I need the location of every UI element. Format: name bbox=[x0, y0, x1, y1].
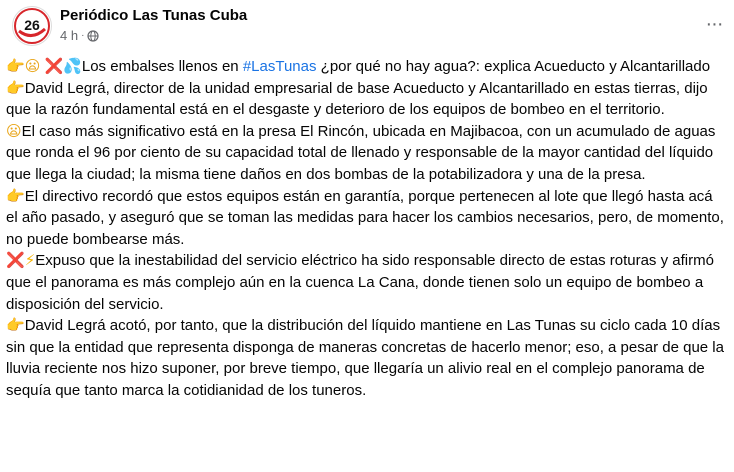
pointing-hand-icon: 👉 bbox=[6, 316, 25, 335]
avatar-text: 26 bbox=[24, 17, 40, 33]
hashtag-link[interactable]: #LasTunas bbox=[242, 58, 317, 75]
cross-mark-icon: ❌ bbox=[44, 57, 64, 75]
paragraph-text: Expuso que la inestabilidad del servicio eléctrico ha sido responsable directo de estas roturas y afirmó que el panorama es más complejo aún en la cuenca La Cana, donde tienen solo un equipo de bombeo a disposición del servicio. bbox=[6, 252, 714, 313]
paragraph-text: David Legrá acotó, por tanto, que la distribución del líquido mantiene en Las Tunas su ciclo cada 10 días sin que la entidad que representa disponga de maneras concretas de hacerlo menor; eso, a pesar de que la lluvia reciente nos hizo suponer, por breve tiempo, que llegaría un alivio real en el complejo panorama de sequía que tanto marca la cotidianidad de los tuneros. bbox=[6, 317, 724, 399]
post-paragraph bbox=[6, 315, 728, 401]
post-time[interactable]: 4 h bbox=[60, 28, 79, 43]
post-paragraph bbox=[6, 56, 728, 78]
post-paragraph bbox=[6, 186, 728, 251]
pointing-hand-icon: 👉 bbox=[6, 57, 25, 75]
post-header bbox=[12, 6, 728, 46]
frowning-face-icon: 😦 bbox=[24, 57, 41, 75]
lightning-icon: ⚡ bbox=[24, 251, 36, 270]
post-paragraph bbox=[6, 250, 728, 315]
paragraph-text: David Legrá, director de la unidad empresarial de base Acueducto y Alcantarillado en estas tierras, dijo que la razón fundamental está en el desgaste y deterioro de los equipos de bombeo en el territorio. bbox=[6, 79, 708, 119]
cross-mark-icon: ❌ bbox=[6, 251, 25, 270]
more-options-icon: ··· bbox=[705, 12, 723, 35]
paragraph-text: El directivo recordó que estos equipos están en garantía, porque pertenecen al lote que llegó hasta acá el año pasado, y aseguró que se toman las medidas para hacer los cambios necesarios, pero, de momento, no puede bombearse más. bbox=[6, 187, 724, 248]
post-text bbox=[6, 56, 728, 402]
page-avatar[interactable] bbox=[12, 6, 52, 46]
post-paragraph bbox=[6, 121, 728, 186]
frowning-face-icon: 😦 bbox=[6, 121, 22, 140]
page-name-link[interactable]: Periódico Las Tunas Cuba bbox=[60, 7, 248, 24]
meta-separator: · bbox=[81, 30, 85, 41]
pointing-hand-icon: 👉 bbox=[6, 186, 25, 205]
more-options-button[interactable] bbox=[700, 10, 728, 38]
page-logo-icon bbox=[13, 7, 51, 45]
globe-icon bbox=[87, 30, 99, 42]
pointing-hand-icon: 👉 bbox=[6, 78, 25, 97]
water-drops-icon: 💦 bbox=[63, 57, 82, 75]
headline-text-start: Los embalses llenos en bbox=[81, 58, 243, 75]
post-meta bbox=[60, 28, 99, 43]
paragraph-text: El caso más significativo está en la presa El Rincón, ubicada en Majibacoa, con un acumulado de aguas que ronda el 96 por ciento de su capacidad total de llenado y responsable de la mayor cantidad del líquido que llega la ciudad; la misma tiene daños en dos bombas de la potabilizadora y una de la presa. bbox=[6, 122, 716, 183]
headline-text-end: ¿por qué no hay agua?: explica Acueducto y Alcantarillado bbox=[316, 58, 711, 75]
post-paragraph bbox=[6, 78, 728, 121]
